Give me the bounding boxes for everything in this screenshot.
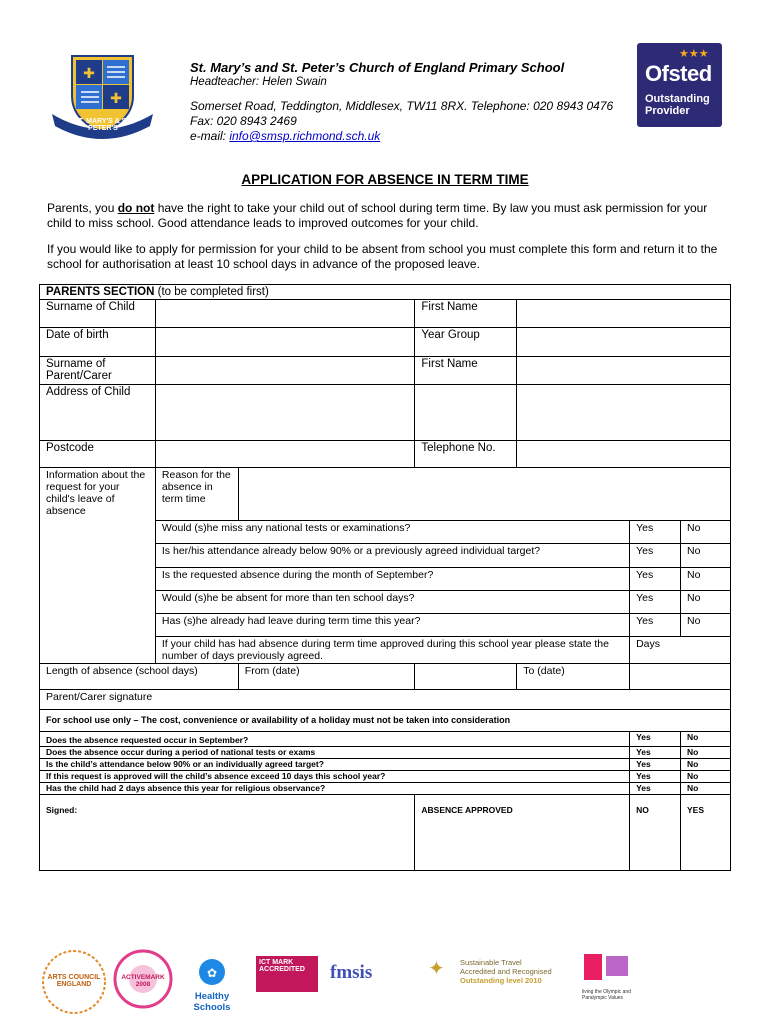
crest-motto: ST. MARY'S & ST. PETER'S: [74, 118, 132, 132]
no-option[interactable]: No: [681, 747, 731, 759]
postcode-field[interactable]: [155, 441, 415, 468]
intro-paragraph-2: If you would like to apply for permission for your child to be absent from school you must complete this form and return it to the school for authorisation at least 10 school days in advance of the proposed leave.: [47, 242, 718, 271]
sustainable-travel-logo: [460, 958, 570, 985]
yes-option[interactable]: Yes: [630, 783, 681, 795]
surname-parent-field[interactable]: [155, 357, 415, 385]
olympic-text: living the Olympic and Paralympic Values: [582, 989, 631, 1001]
address-field[interactable]: [155, 385, 415, 441]
surname-child-label: Surname of Child: [40, 300, 156, 328]
svg-text:✚: ✚: [110, 90, 122, 106]
address-extra-field[interactable]: [415, 385, 517, 441]
headteacher: Headteacher: Helen Swain: [190, 76, 327, 88]
signed-field[interactable]: Signed:: [40, 795, 415, 871]
parents-section-heading: [40, 285, 731, 300]
from-date-field[interactable]: From (date): [238, 664, 415, 690]
yes-option[interactable]: Yes: [630, 614, 681, 637]
yes-option[interactable]: Yes: [630, 747, 681, 759]
healthy-schools-logo: [176, 958, 248, 1013]
no-option[interactable]: No: [681, 521, 731, 544]
star-icon: ★★★: [679, 48, 709, 60]
school-question-row: Has the child had 2 days absence this year for religious observance?: [40, 783, 630, 795]
arts-council-text: ARTS COUNCIL ENGLAND: [47, 974, 101, 988]
question-row: Has (s)he already had leave during term time this year?: [155, 614, 629, 637]
travel-line2: Accredited and Recognised: [460, 967, 552, 976]
activemark-logo: [112, 948, 174, 1010]
no-option[interactable]: No: [681, 783, 731, 795]
no-option[interactable]: No: [681, 771, 731, 783]
school-address: [190, 99, 630, 144]
dob-label: Date of birth: [40, 328, 156, 357]
days-question: If your child has had absence during term time approved during this school year please state the number of days previously agreed.: [155, 637, 629, 664]
activemark-text: ACTIVEMARK 2008: [121, 974, 165, 988]
svg-text:✿: ✿: [206, 966, 218, 980]
school-use-heading: For school use only – The cost, convenience or availability of a holiday must not be taken into consideration: [40, 710, 731, 732]
postcode-label: Postcode: [40, 441, 156, 468]
school-name: St. Mary’s and St. Peter’s Church of England Primary School: [190, 60, 565, 75]
approved-no-option[interactable]: NO: [630, 795, 681, 871]
yes-option[interactable]: Yes: [630, 568, 681, 591]
length-spacer-2: [630, 664, 731, 690]
no-option[interactable]: No: [681, 591, 731, 614]
ofsted-line2: Provider: [645, 105, 690, 117]
olympic-logo: [582, 950, 632, 1010]
days-field[interactable]: Days: [630, 637, 731, 664]
year-group-label: Year Group: [415, 328, 517, 357]
dob-field[interactable]: [155, 328, 415, 357]
yes-option[interactable]: Yes: [630, 591, 681, 614]
address-text: Somerset Road, Teddington, Middlesex, TW11 8RX. Telephone: 020 8943 0476 Fax: 020 8943 2469: [190, 99, 614, 128]
address-label: Address of Child: [40, 385, 156, 441]
healthy-schools-text: Healthy Schools: [193, 991, 231, 1013]
form-title: APPLICATION FOR ABSENCE IN TERM TIME: [241, 172, 529, 187]
question-row: Is her/his attendance already below 90% or a previously agreed individual target?: [155, 544, 629, 568]
reason-field[interactable]: [238, 468, 730, 521]
yes-option[interactable]: Yes: [630, 544, 681, 568]
question-row: Is the requested absence during the month of September?: [155, 568, 629, 591]
no-option[interactable]: No: [681, 568, 731, 591]
length-spacer: [415, 664, 517, 690]
no-option[interactable]: No: [681, 759, 731, 771]
no-option[interactable]: No: [681, 544, 731, 568]
arts-council-logo: [40, 948, 108, 1016]
yes-option[interactable]: Yes: [630, 771, 681, 783]
ict-mark-logo: [256, 956, 318, 992]
parent-first-name-label: First Name: [415, 357, 517, 385]
intro-emphasis: do not: [117, 201, 155, 215]
parents-heading: PARENTS SECTION: [46, 286, 155, 298]
ofsted-line1: Outstanding: [645, 93, 710, 105]
yes-option[interactable]: Yes: [630, 759, 681, 771]
travel-line1: Sustainable Travel: [460, 958, 522, 967]
reason-label: Reason for the absence in term time: [155, 468, 238, 521]
to-date-field[interactable]: To (date): [517, 664, 630, 690]
ofsted-logo: Ofsted: [645, 61, 712, 86]
school-crest: [50, 52, 155, 140]
ict-mark-text: ICT MARK ACCREDITED: [259, 959, 305, 973]
email-label: e-mail:: [190, 129, 230, 143]
intro-p1-start: Parents, you: [47, 201, 118, 215]
year-group-field[interactable]: [517, 328, 731, 357]
yes-option[interactable]: Yes: [630, 521, 681, 544]
question-row: Would (s)he be absent for more than ten school days?: [155, 591, 629, 614]
fmsis-text: fmsis: [330, 962, 373, 983]
first-name-label: First Name: [415, 300, 517, 328]
no-option[interactable]: No: [681, 732, 731, 747]
fmsis-logo: [330, 962, 412, 990]
first-name-field[interactable]: [517, 300, 731, 328]
star-icon: ✦: [428, 958, 445, 980]
ofsted-badge: [637, 43, 722, 127]
school-question-row: Does the absence requested occur in September?: [40, 732, 630, 747]
intro-paragraph-1: [47, 201, 727, 231]
length-label: Length of absence (school days): [40, 664, 239, 690]
parents-heading-note: (to be completed first): [154, 286, 269, 298]
travel-line3: Outstanding level 2010: [460, 976, 542, 985]
question-row: Would (s)he miss any national tests or examinations?: [155, 521, 629, 544]
school-question-row: Does the absence occur during a period of national tests or exams: [40, 747, 630, 759]
email-link[interactable]: info@smsp.richmond.sch.uk: [229, 129, 381, 143]
absence-form-table: [39, 284, 731, 871]
intro-p1-end: have the right to take your child out of school during term time. By law you must ask permission for your child to miss school. Good attendance leads to improved outcomes for your child.: [47, 201, 708, 230]
signature-field[interactable]: Parent/Carer signature: [40, 690, 731, 710]
telephone-label: Telephone No.: [415, 441, 517, 468]
address-extra-field-2[interactable]: [517, 385, 731, 441]
surname-parent-label: Surname of Parent/Carer: [40, 357, 156, 385]
absence-approved-label: ABSENCE APPROVED: [415, 795, 630, 871]
yes-option[interactable]: Yes: [630, 732, 681, 747]
approved-yes-option[interactable]: YES: [681, 795, 731, 871]
telephone-field[interactable]: [517, 441, 731, 468]
school-question-row: Is the child’s attendance below 90% or an individually agreed target?: [40, 759, 630, 771]
parent-first-name-field[interactable]: [517, 357, 731, 385]
school-question-row: If this request is approved will the child’s absence exceed 10 days this school year?: [40, 771, 630, 783]
svg-text:✚: ✚: [83, 65, 95, 81]
info-label: Information about the request for your child's leave of absence: [40, 468, 156, 664]
no-option[interactable]: No: [681, 614, 731, 637]
surname-child-field[interactable]: [155, 300, 415, 328]
